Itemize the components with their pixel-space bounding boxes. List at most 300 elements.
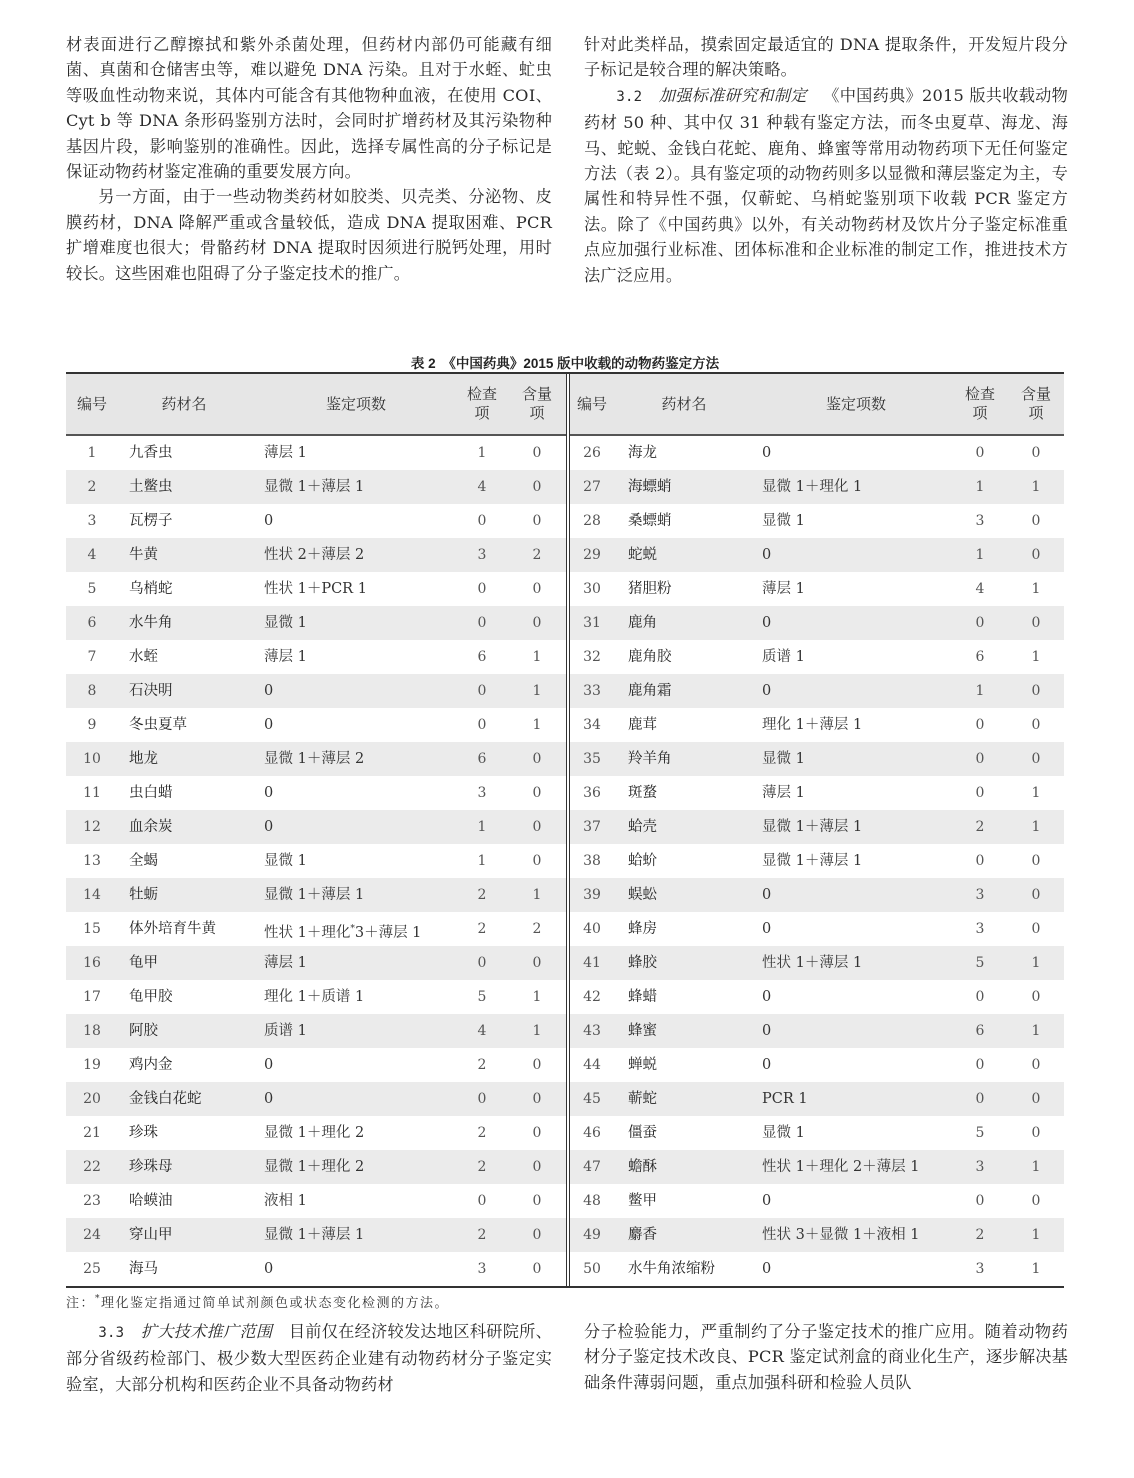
table-row — [66, 1048, 566, 1082]
table-row — [570, 572, 1064, 606]
content-items-count: 0 — [1031, 1193, 1041, 1209]
paragraph: 针对此类样品，摸索固定最适宜的 DNA 提取条件，开发短片段分子标记是较合理的解决策略。 — [584, 35, 1068, 80]
check-items-count: 2 — [477, 887, 487, 903]
content-items-count: 0 — [532, 445, 542, 461]
identification-items: 薄层 1 — [762, 581, 805, 597]
row-number: 14 — [83, 887, 101, 903]
table-row — [570, 1150, 1064, 1184]
drug-name: 鹿角霜 — [628, 683, 672, 699]
check-items-count: 3 — [477, 547, 487, 563]
check-items-count: 0 — [975, 1057, 985, 1073]
row-number: 43 — [583, 1023, 601, 1039]
row-number: 39 — [583, 887, 601, 903]
check-items-count: 0 — [975, 989, 985, 1005]
identification-items: 0 — [264, 1057, 274, 1073]
table-row — [570, 810, 1064, 844]
content-items-count: 1 — [1031, 1159, 1041, 1175]
table-row — [66, 640, 566, 674]
row-number: 10 — [83, 751, 101, 767]
row-number: 25 — [83, 1261, 101, 1277]
row-number: 38 — [583, 853, 601, 869]
drug-name: 水牛角 — [129, 615, 173, 631]
identification-items: 0 — [264, 513, 274, 529]
drug-name: 牡蛎 — [129, 887, 158, 903]
drug-name: 蝉蜕 — [628, 1057, 657, 1073]
content-items-count: 0 — [532, 1193, 542, 1209]
identification-items: 0 — [762, 989, 772, 1005]
table-row — [570, 1048, 1064, 1082]
content-items-count: 1 — [1031, 955, 1041, 971]
header-content-items: 含量项 — [1020, 386, 1051, 422]
row-number: 3 — [87, 513, 97, 529]
drug-name: 蜂蜜 — [628, 1023, 657, 1039]
drug-name: 水牛角浓缩粉 — [628, 1261, 715, 1277]
check-items-count: 0 — [975, 445, 985, 461]
table-row — [570, 844, 1064, 878]
table-row — [570, 980, 1064, 1014]
drug-name: 珍珠母 — [129, 1159, 173, 1175]
content-items-count: 0 — [532, 513, 542, 529]
row-number: 30 — [583, 581, 601, 597]
table-row — [570, 538, 1064, 572]
identification-items: 显微 1＋薄层 1 — [264, 887, 365, 903]
row-number: 24 — [83, 1227, 101, 1243]
table-left-half — [66, 374, 566, 1286]
row-number: 26 — [583, 445, 601, 461]
check-items-count: 2 — [975, 819, 985, 835]
drug-name: 阿胶 — [129, 1023, 158, 1039]
identification-items: 性状 1＋理化 2＋薄层 1 — [762, 1159, 920, 1175]
table-row — [570, 742, 1064, 776]
content-items-count: 0 — [532, 1125, 542, 1141]
check-items-count: 1 — [477, 445, 487, 461]
table-row — [66, 470, 566, 504]
check-items-count: 2 — [477, 1057, 487, 1073]
content-items-count: 1 — [1031, 1023, 1041, 1039]
content-items-count: 0 — [532, 1057, 542, 1073]
table-header — [570, 374, 1064, 436]
drug-name: 血余炭 — [129, 819, 173, 835]
row-number: 47 — [583, 1159, 601, 1175]
row-number: 2 — [87, 479, 97, 495]
identification-items: 0 — [762, 615, 772, 631]
section-heading: 扩大技术推广范围 — [140, 1322, 273, 1341]
row-number: 48 — [583, 1193, 601, 1209]
row-number: 35 — [583, 751, 601, 767]
table-header — [66, 374, 566, 436]
drug-name: 水蛭 — [129, 649, 158, 665]
identification-items: 显微 1 — [264, 853, 307, 869]
row-number: 7 — [87, 649, 97, 665]
check-items-count: 0 — [975, 717, 985, 733]
content-items-count: 0 — [1031, 547, 1041, 563]
row-number: 9 — [87, 717, 97, 733]
paragraph: 材表面进行乙醇擦拭和紫外杀菌处理，但药材内部仍可能藏有细菌、真菌和仓储害虫等，难以避免 DNA 污染。且对于水蛭、虻虫等吸血性动物来说，其体内可能含有其他物种血液，在使用 COⅠ、Cyt b 等 DNA 条形码鉴别方法时，会同时扩增药材及其污染物种基因片段，影响鉴别的准确性。因此，选择专属性高的分子标记是保证动物药材鉴定准确的重要发展方向。 — [66, 35, 552, 182]
drug-name: 土鳖虫 — [129, 479, 173, 495]
identification-items: 0 — [762, 1193, 772, 1209]
header-identification-items: 鉴定项数 — [325, 395, 386, 413]
check-items-count: 3 — [975, 887, 985, 903]
check-items-count: 1 — [975, 683, 985, 699]
content-items-count: 0 — [532, 1159, 542, 1175]
identification-items: 显微 1＋薄层 2 — [264, 751, 365, 767]
content-items-count: 0 — [1031, 887, 1041, 903]
content-items-count: 1 — [532, 717, 542, 733]
section-heading: 加强标准研究和制定 — [658, 85, 807, 105]
header-drug-name: 药材名 — [661, 395, 707, 413]
drug-name: 冬虫夏草 — [129, 717, 187, 733]
check-items-count: 5 — [477, 989, 487, 1005]
drug-name: 猪胆粉 — [628, 581, 672, 597]
row-number: 44 — [583, 1057, 601, 1073]
table-row — [66, 1218, 566, 1252]
row-number: 27 — [583, 479, 601, 495]
table-footnote: 注：*理化鉴定指通过简单试剂颜色或状态变化检测的方法。 — [66, 1294, 450, 1311]
drug-name: 蜂房 — [628, 921, 657, 937]
drug-name: 僵蚕 — [628, 1125, 657, 1141]
drug-name: 蜈蚣 — [628, 887, 657, 903]
check-items-count: 4 — [975, 581, 985, 597]
content-items-count: 0 — [1031, 1125, 1041, 1141]
table-row — [570, 1014, 1064, 1048]
table-row — [66, 1150, 566, 1184]
drug-name: 虫白蜡 — [129, 785, 173, 801]
table-row — [570, 1116, 1064, 1150]
table-row — [66, 1116, 566, 1150]
drug-name: 体外培育牛黄 — [129, 921, 216, 937]
drug-name: 鸡内金 — [129, 1057, 173, 1073]
content-items-count: 0 — [1031, 751, 1041, 767]
drug-name: 蕲蛇 — [628, 1091, 657, 1107]
check-items-count: 6 — [477, 751, 487, 767]
content-items-count: 0 — [532, 853, 542, 869]
content-items-count: 2 — [532, 547, 542, 563]
table-row — [66, 708, 566, 742]
table-row — [66, 878, 566, 912]
row-number: 29 — [583, 547, 601, 563]
content-items-count: 1 — [532, 1023, 542, 1039]
identification-items: 显微 1＋薄层 1 — [264, 1227, 365, 1243]
row-number: 1 — [87, 445, 97, 461]
content-items-count: 1 — [532, 683, 542, 699]
row-number: 49 — [583, 1227, 601, 1243]
identification-items: 质谱 1 — [264, 1023, 307, 1039]
drug-name: 龟甲 — [129, 955, 158, 971]
check-items-count: 1 — [975, 479, 985, 495]
row-number: 37 — [583, 819, 601, 835]
check-items-count: 1 — [477, 853, 487, 869]
paragraph: 分子检验能力，严重制约了分子鉴定技术的推广应用。随着动物药材分子鉴定技术改良、PCR 鉴定试剂盒的商业化生产，逐步解决基础条件薄弱问题，重点加强科研和检验人员队 — [584, 1322, 1068, 1392]
row-number: 40 — [583, 921, 601, 937]
section-number: 3.3 — [98, 1325, 125, 1341]
table-row — [66, 572, 566, 606]
drug-name: 牛黄 — [129, 547, 158, 563]
content-items-count: 0 — [1031, 853, 1041, 869]
paragraph-text: 《中国药典》2015 版共收载动物药材 50 种、其中仅 31 种载有鉴定方法，而冬虫夏草、海龙、海马、蛇蜕、金钱白花蛇、鹿角、蜂蜜等常用动物药项下无任何鉴定方法（表 2）。具有鉴定项的动物药则多以显微和薄层鉴定为主，专属性和特异性不强，仅蕲蛇、乌梢蛇鉴别项下收载 PCR 鉴定方法。除了《中国药典》以外，有关动物药材及饮片分子鉴定标准重点应加强行业标准、团体标准和企业标准的制定工作，推进技术方法广泛应用。 — [584, 85, 1068, 285]
row-number: 8 — [87, 683, 97, 699]
content-items-count: 0 — [532, 785, 542, 801]
check-items-count: 2 — [477, 1227, 487, 1243]
check-items-count: 2 — [477, 1125, 487, 1141]
row-number: 4 — [87, 547, 97, 563]
identification-items: 薄层 1 — [264, 445, 307, 461]
content-items-count: 0 — [532, 581, 542, 597]
row-number: 23 — [83, 1193, 101, 1209]
table-row — [66, 946, 566, 980]
content-items-count: 0 — [1031, 921, 1041, 937]
row-number: 32 — [583, 649, 601, 665]
row-number: 41 — [583, 955, 601, 971]
identification-items: 0 — [762, 887, 772, 903]
drug-name: 海龙 — [628, 445, 657, 461]
identification-items: 显微 1＋薄层 1 — [762, 853, 863, 869]
check-items-count: 3 — [477, 1261, 487, 1277]
drug-name: 乌梢蛇 — [129, 581, 173, 597]
drug-name: 珍珠 — [129, 1125, 158, 1141]
identification-items: 0 — [264, 819, 274, 835]
identification-items: 薄层 1 — [264, 955, 307, 971]
content-items-count: 0 — [1031, 445, 1041, 461]
content-items-count: 0 — [532, 819, 542, 835]
identification-items: 显微 1 — [762, 751, 805, 767]
content-items-count: 0 — [1031, 989, 1041, 1005]
identification-items: 显微 1＋薄层 1 — [762, 819, 863, 835]
identification-items: 显微 1＋理化 2 — [264, 1159, 365, 1175]
identification-items: 0 — [264, 1261, 274, 1277]
table-row — [66, 674, 566, 708]
check-items-count: 6 — [477, 649, 487, 665]
identification-items: 显微 1＋理化 2 — [264, 1125, 365, 1141]
check-items-count: 0 — [477, 615, 487, 631]
table-row — [570, 470, 1064, 504]
table-row — [66, 980, 566, 1014]
identification-items: 薄层 1 — [762, 785, 805, 801]
check-items-count: 0 — [477, 1091, 487, 1107]
text-column-left-bottom — [66, 1319, 552, 1397]
row-number: 13 — [83, 853, 101, 869]
drug-name: 瓦楞子 — [129, 513, 173, 529]
header-drug-name: 药材名 — [161, 395, 207, 413]
identification-items: 显微 1＋理化 1 — [762, 479, 863, 495]
check-items-count: 3 — [975, 1261, 985, 1277]
table-row — [66, 436, 566, 470]
identification-items: 性状 1＋理化*3＋薄层 1 — [264, 924, 422, 941]
check-items-count: 2 — [477, 1159, 487, 1175]
table-row — [66, 1014, 566, 1048]
identification-items: 理化 1＋质谱 1 — [264, 989, 365, 1005]
table-row — [66, 504, 566, 538]
drug-name: 地龙 — [129, 751, 158, 767]
check-items-count: 4 — [477, 479, 487, 495]
table-row — [570, 946, 1064, 980]
paragraph-text: 目前仅在经济较发达地区科研院所、部分省级药检部门、极少数大型医药企业建有动物药材分子鉴定实验室，大部分机构和医药企业不具备动物药材 — [66, 1322, 552, 1394]
content-items-count: 1 — [1031, 1261, 1041, 1277]
content-items-count: 0 — [532, 1227, 542, 1243]
table-row — [570, 878, 1064, 912]
table-row — [570, 436, 1064, 470]
check-items-count: 0 — [477, 683, 487, 699]
drug-name: 蟾酥 — [628, 1159, 657, 1175]
identification-items: PCR 1 — [762, 1091, 808, 1107]
identification-items: 0 — [762, 1057, 772, 1073]
text-column-left-top — [66, 32, 552, 286]
header-number: 编号 — [76, 395, 107, 413]
drug-name: 斑蝥 — [628, 785, 657, 801]
row-number: 11 — [83, 785, 101, 801]
table-row — [66, 844, 566, 878]
identification-items: 0 — [264, 683, 274, 699]
row-number: 46 — [583, 1125, 601, 1141]
header-check-items: 检查项 — [466, 386, 497, 422]
row-number: 36 — [583, 785, 601, 801]
content-items-count: 1 — [1031, 819, 1041, 835]
drug-name: 蛇蜕 — [628, 547, 657, 563]
check-items-count: 0 — [975, 1091, 985, 1107]
table-row — [570, 606, 1064, 640]
drug-name: 海螵蛸 — [628, 479, 672, 495]
table-row — [66, 1252, 566, 1286]
row-number: 50 — [583, 1261, 601, 1277]
table-row — [570, 504, 1064, 538]
section-3-2-paragraph — [584, 83, 1068, 288]
identification-items: 理化 1＋薄层 1 — [762, 717, 863, 733]
row-number: 12 — [83, 819, 101, 835]
identification-items: 性状 1＋PCR 1 — [264, 581, 367, 597]
paragraph: 另一方面，由于一些动物类药材如胶类、贝壳类、分泌物、皮膜药材，DNA 降解严重或含量较低，造成 DNA 提取困难、PCR 扩增难度也很大；骨骼药材 DNA 提取时因须进行脱钙处理，用时较长。这些困难也阻碍了分子鉴定技术的推广。 — [66, 187, 552, 283]
check-items-count: 3 — [975, 513, 985, 529]
check-items-count: 0 — [477, 1193, 487, 1209]
table-row — [570, 776, 1064, 810]
drug-name: 龟甲胶 — [129, 989, 173, 1005]
row-number: 6 — [87, 615, 97, 631]
identification-items: 显微 1 — [762, 513, 805, 529]
row-number: 17 — [83, 989, 101, 1005]
check-items-count: 5 — [975, 955, 985, 971]
identification-items: 0 — [264, 717, 274, 733]
content-items-count: 0 — [1031, 717, 1041, 733]
drug-name: 鳖甲 — [628, 1193, 657, 1209]
header-number: 编号 — [576, 395, 607, 413]
table-row — [66, 538, 566, 572]
identification-items: 薄层 1 — [264, 649, 307, 665]
check-items-count: 6 — [975, 649, 985, 665]
identification-items: 0 — [762, 921, 772, 937]
drug-name: 鹿角胶 — [628, 649, 672, 665]
check-items-count: 3 — [477, 785, 487, 801]
drug-name: 羚羊角 — [628, 751, 672, 767]
check-items-count: 3 — [975, 1159, 985, 1175]
check-items-count: 0 — [477, 581, 487, 597]
table-row — [570, 1252, 1064, 1286]
content-items-count: 1 — [1031, 479, 1041, 495]
check-items-count: 0 — [975, 751, 985, 767]
content-items-count: 0 — [532, 955, 542, 971]
header-check-items: 检查项 — [964, 386, 995, 422]
check-items-count: 6 — [975, 1023, 985, 1039]
content-items-count: 0 — [1031, 1057, 1041, 1073]
table-row — [66, 1184, 566, 1218]
identification-items: 显微 1 — [264, 615, 307, 631]
content-items-count: 1 — [1031, 581, 1041, 597]
table-row — [66, 742, 566, 776]
row-number: 42 — [583, 989, 601, 1005]
identification-items: 0 — [762, 1261, 772, 1277]
content-items-count: 0 — [1031, 1091, 1041, 1107]
identification-methods-table — [66, 372, 1064, 1288]
row-number: 15 — [83, 921, 101, 937]
check-items-count: 0 — [477, 717, 487, 733]
drug-name: 全蝎 — [129, 853, 158, 869]
table-row — [570, 640, 1064, 674]
table-right-half — [570, 374, 1064, 1286]
drug-name: 鹿角 — [628, 615, 657, 631]
content-items-count: 0 — [1031, 615, 1041, 631]
content-items-count: 0 — [1031, 513, 1041, 529]
content-items-count: 0 — [532, 751, 542, 767]
identification-items: 显微 1 — [762, 1125, 805, 1141]
content-items-count: 1 — [1031, 785, 1041, 801]
identification-items: 0 — [762, 1023, 772, 1039]
identification-items: 性状 2＋薄层 2 — [264, 547, 365, 563]
check-items-count: 4 — [477, 1023, 487, 1039]
identification-items: 0 — [762, 547, 772, 563]
row-number: 19 — [83, 1057, 101, 1073]
table-body-left — [66, 436, 566, 1286]
text-column-right-top — [584, 32, 1068, 288]
header-identification-items: 鉴定项数 — [825, 395, 886, 413]
table-row — [570, 708, 1064, 742]
drug-name: 穿山甲 — [129, 1227, 173, 1243]
row-number: 22 — [83, 1159, 101, 1175]
table-row — [66, 606, 566, 640]
table-row — [570, 1082, 1064, 1116]
table-caption: 表 2 《中国药典》2015 版中收载的动物药鉴定方法 — [410, 356, 720, 371]
header-content-items: 含量项 — [521, 386, 552, 422]
content-items-count: 1 — [532, 989, 542, 1005]
content-items-count: 0 — [532, 1091, 542, 1107]
text-column-right-bottom — [584, 1319, 1068, 1395]
check-items-count: 0 — [975, 615, 985, 631]
row-number: 21 — [83, 1125, 101, 1141]
check-items-count: 0 — [477, 955, 487, 971]
content-items-count: 1 — [532, 887, 542, 903]
row-number: 5 — [87, 581, 97, 597]
drug-name: 蛤蚧 — [628, 853, 657, 869]
drug-name: 石决明 — [129, 683, 173, 699]
content-items-count: 0 — [532, 479, 542, 495]
check-items-count: 2 — [477, 921, 487, 937]
table-row — [570, 674, 1064, 708]
check-items-count: 0 — [975, 785, 985, 801]
table-row — [66, 810, 566, 844]
row-number: 20 — [83, 1091, 101, 1107]
drug-name: 九香虫 — [129, 445, 173, 461]
row-number: 34 — [583, 717, 601, 733]
identification-items: 显微 1＋薄层 1 — [264, 479, 365, 495]
row-number: 33 — [583, 683, 601, 699]
identification-items: 性状 3＋显微 1＋液相 1 — [762, 1227, 920, 1243]
check-items-count: 2 — [975, 1227, 985, 1243]
section-number: 3.2 — [616, 88, 643, 105]
content-items-count: 0 — [1031, 683, 1041, 699]
row-number: 28 — [583, 513, 601, 529]
drug-name: 麝香 — [628, 1227, 657, 1243]
check-items-count: 0 — [975, 853, 985, 869]
table-row — [570, 912, 1064, 946]
check-items-count: 0 — [477, 513, 487, 529]
drug-name: 桑螵蛸 — [628, 513, 672, 529]
drug-name: 金钱白花蛇 — [129, 1091, 202, 1107]
